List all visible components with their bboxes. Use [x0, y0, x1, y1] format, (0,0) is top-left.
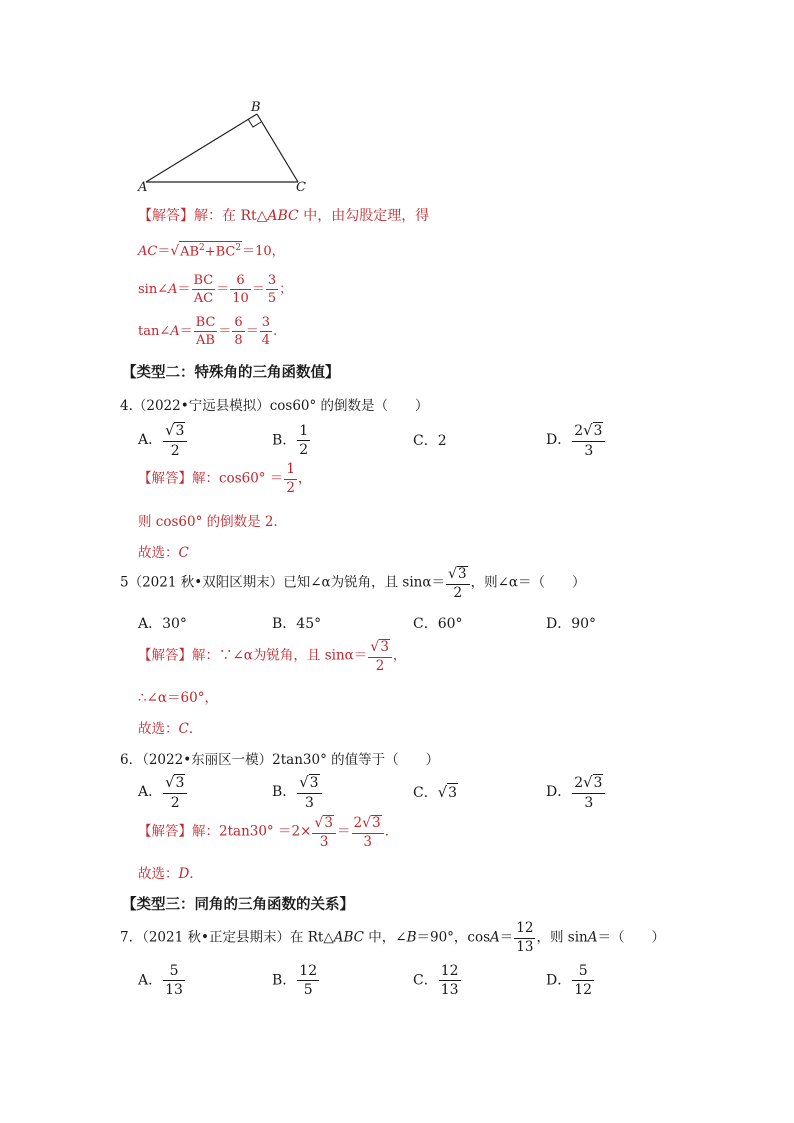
denominator: 3 [304, 794, 314, 811]
option-letter: D． [546, 972, 572, 989]
text: tan∠ [138, 324, 171, 339]
radicand: 3 [593, 775, 603, 791]
sqrt: √3 [437, 784, 457, 801]
text: . [273, 324, 278, 339]
text: ＝ [177, 282, 191, 297]
fraction: $\frac{2√3}{3}$ [352, 815, 384, 849]
denominator: 13 [165, 982, 183, 998]
option-letter: B． [272, 783, 297, 800]
text: AC [138, 244, 158, 259]
radicand: 3 [593, 423, 603, 439]
q4-option-c: C．2 [413, 433, 447, 449]
denominator: AC [193, 291, 214, 306]
q4-option-a [138, 422, 188, 458]
radicand: 3 [324, 815, 334, 831]
fraction: $\frac{√3}{3}$ [297, 774, 321, 810]
q4-option-b [272, 424, 311, 457]
fraction [439, 964, 461, 997]
fraction [192, 274, 216, 305]
denominator: 8 [234, 333, 243, 348]
text: ABC [267, 208, 299, 224]
q3-sin-formula [138, 274, 292, 305]
fraction [297, 964, 319, 997]
numerator: 12 [299, 963, 318, 979]
section-heading-type2: 【类型二：特殊角的三角函数值】 [122, 365, 340, 381]
q7-option-a [138, 964, 186, 997]
fraction [163, 964, 185, 997]
numerator: 5 [572, 964, 594, 981]
fraction [572, 964, 594, 997]
q4-solution-line1 [138, 463, 311, 495]
q3-solution-line1 [138, 204, 429, 228]
numerator: 12 [440, 963, 459, 979]
text: ； [279, 282, 293, 297]
numerator: 12 [514, 922, 535, 939]
q5-option-d: D．90° [546, 616, 597, 632]
text: 故选： [138, 545, 179, 561]
denominator: 2 [375, 657, 385, 674]
fraction [514, 922, 535, 954]
answer-tag: 【解答】 [138, 823, 192, 840]
numerator: BC [195, 315, 216, 330]
q7-option-c [413, 964, 462, 997]
text: ＝10， [242, 244, 285, 259]
option-letter: A． [138, 972, 163, 989]
numerator: 3 [267, 273, 277, 288]
text: ＝ [499, 929, 514, 946]
text: ＝ [157, 244, 171, 259]
coefficient: 2 [574, 775, 584, 791]
denominator: 2 [299, 442, 309, 458]
q5-solution-line2: ∴∠α＝60°， [138, 690, 218, 706]
side-ab [146, 114, 257, 182]
denominator: 10 [232, 291, 249, 306]
fraction [232, 316, 244, 347]
fraction [194, 316, 218, 347]
answer-letter: C [178, 721, 189, 737]
radicand: 3 [458, 566, 467, 582]
text: ，则 sin [536, 929, 588, 946]
fraction [297, 424, 310, 457]
text: ABC [333, 929, 364, 946]
text: 解：cos60° ＝ [192, 470, 284, 487]
vertex-label-a: A [138, 180, 148, 195]
answer-tag: 【解答】 [138, 208, 194, 224]
q6-option-b [272, 774, 323, 810]
fraction [230, 274, 251, 305]
text: A [170, 324, 180, 339]
q5-solution-line1 [138, 639, 406, 673]
q5-option-c: C．60° [413, 616, 463, 632]
text: ． [384, 823, 399, 840]
text: 故选： [138, 866, 179, 882]
question-7-stem [120, 922, 665, 954]
radicand: 3 [309, 775, 319, 791]
numerator: 6 [234, 315, 243, 330]
denominator: 3 [584, 794, 594, 811]
denominator: 2 [453, 584, 463, 601]
fraction [260, 316, 272, 347]
q3-tan-formula [138, 316, 277, 347]
numerator: 5 [163, 964, 185, 981]
q7-option-d [546, 964, 595, 997]
numerator: 1 [284, 463, 297, 480]
radicand: 3 [448, 785, 457, 801]
denominator: 12 [574, 982, 593, 998]
denominator: 5 [303, 982, 313, 998]
text: 2 [199, 242, 205, 253]
text: 解：∵∠α为锐角，且 sinα＝ [192, 647, 368, 664]
radicand: 3 [372, 815, 381, 831]
fraction [284, 463, 297, 495]
question-5-stem [120, 566, 586, 600]
text: 2 [235, 242, 242, 253]
question-4-stem: 4.（2022•宁远县模拟）cos60° 的倒数是（ ） [120, 398, 429, 414]
vertex-label-c: C [296, 180, 306, 195]
text: ＝ [179, 324, 193, 339]
text: ， [392, 647, 407, 664]
coefficient: 2 [574, 423, 584, 439]
text: ，则∠α＝（ ） [470, 574, 586, 591]
denominator: 13 [440, 982, 459, 998]
side-bc [257, 114, 298, 182]
q6-option-a [138, 774, 188, 810]
text: ＝90°，cos [416, 929, 491, 946]
q3-ac-formula [138, 240, 285, 259]
text: A [168, 282, 178, 297]
q6-option-d [546, 774, 606, 810]
text: 解：在 Rt△ [194, 208, 268, 224]
denominator: 3 [363, 833, 372, 850]
option-letter: B． [272, 432, 297, 449]
coefficient: 2 [353, 815, 363, 831]
text: ＝ [251, 282, 265, 297]
triangle-figure [130, 96, 320, 200]
answer-tag: 【解答】 [138, 647, 192, 664]
q6-answer [138, 862, 203, 882]
text: A [587, 929, 598, 946]
q5-option-b: B．45° [272, 616, 322, 632]
text: ＝ [218, 324, 232, 339]
q4-solution-line2: 则 cos60° 的倒数是 2． [138, 514, 288, 530]
text: ． [189, 866, 203, 882]
q4-answer [138, 541, 189, 561]
text: 中，∠ [363, 929, 407, 946]
option-letter: D． [546, 431, 572, 448]
denominator: 3 [584, 442, 594, 459]
option-letter: C． [413, 972, 438, 989]
text: 中，由勾股定理，得 [298, 208, 430, 224]
fraction: $\frac{√3}{3}$ [312, 815, 336, 849]
text: 故选： [138, 721, 179, 737]
sqrt: $√AB^2+BC^2$ [170, 242, 242, 259]
q6-solution-line1 [138, 815, 398, 849]
option-letter: D． [546, 783, 572, 800]
answer-tag: 【解答】 [138, 470, 192, 487]
q6-option-c [413, 782, 458, 802]
text: ＝ [216, 282, 230, 297]
numerator: BC [193, 273, 214, 288]
text: ＝ [245, 324, 259, 339]
text: ， [297, 470, 312, 487]
denominator: 2 [170, 442, 180, 459]
text: ＝（ ） [597, 929, 665, 946]
fraction: $\frac{√3}{2}$ [163, 422, 187, 458]
denominator: 2 [170, 794, 180, 811]
denominator: 5 [267, 291, 277, 306]
question-6-stem: 6．（2022•东丽区一模）2tan30° 的值等于（ ） [120, 752, 440, 768]
text: B [406, 929, 417, 946]
denominator: 3 [319, 833, 329, 850]
fraction: $\frac{2√3}{3}$ [572, 422, 605, 458]
text: 7．（2021 秋•正定县期末）在 Rt△ [120, 929, 334, 946]
text: ＝ [337, 823, 351, 840]
fraction: $\frac{√3}{2}$ [368, 639, 392, 673]
right-angle-mark [248, 119, 261, 127]
text: ． [188, 721, 203, 737]
answer-letter: D [178, 866, 190, 882]
option-letter: B． [272, 972, 297, 989]
text: A [490, 929, 500, 946]
denominator: 13 [516, 938, 534, 955]
text: sin∠ [138, 282, 169, 297]
radicand: 3 [380, 639, 389, 655]
text: +BC [204, 244, 236, 259]
numerator: 6 [230, 274, 251, 290]
answer-letter: C [178, 545, 189, 561]
section-heading-type3: 【类型三：同角的三角函数的关系】 [122, 897, 354, 913]
fraction: $\frac{√3}{2}$ [163, 774, 187, 810]
vertex-label-b: B [251, 100, 261, 115]
text: 解：2tan30° ＝2× [192, 823, 312, 840]
denominator: 2 [286, 479, 295, 496]
option-letter: A． [138, 431, 163, 448]
fraction: $\frac{2√3}{3}$ [572, 774, 605, 810]
fraction [266, 274, 278, 305]
q5-option-a: A．30° [138, 616, 187, 632]
denominator: AB [196, 333, 215, 348]
radicand: 3 [175, 423, 185, 439]
numerator: 1 [299, 423, 309, 439]
q4-option-d [546, 422, 606, 458]
option-letter: C． [413, 785, 438, 801]
denominator: 4 [261, 333, 270, 348]
fraction: $\frac{√3}{2}$ [446, 566, 470, 600]
q7-option-b [272, 964, 320, 997]
numerator: 3 [261, 315, 270, 330]
text: AB [180, 244, 200, 259]
q5-answer [138, 717, 202, 737]
option-letter: A． [138, 783, 163, 800]
text: 5（2021 秋•双阳区期末）已知∠α为锐角，且 sinα＝ [120, 574, 445, 591]
radicand: 3 [175, 775, 185, 791]
